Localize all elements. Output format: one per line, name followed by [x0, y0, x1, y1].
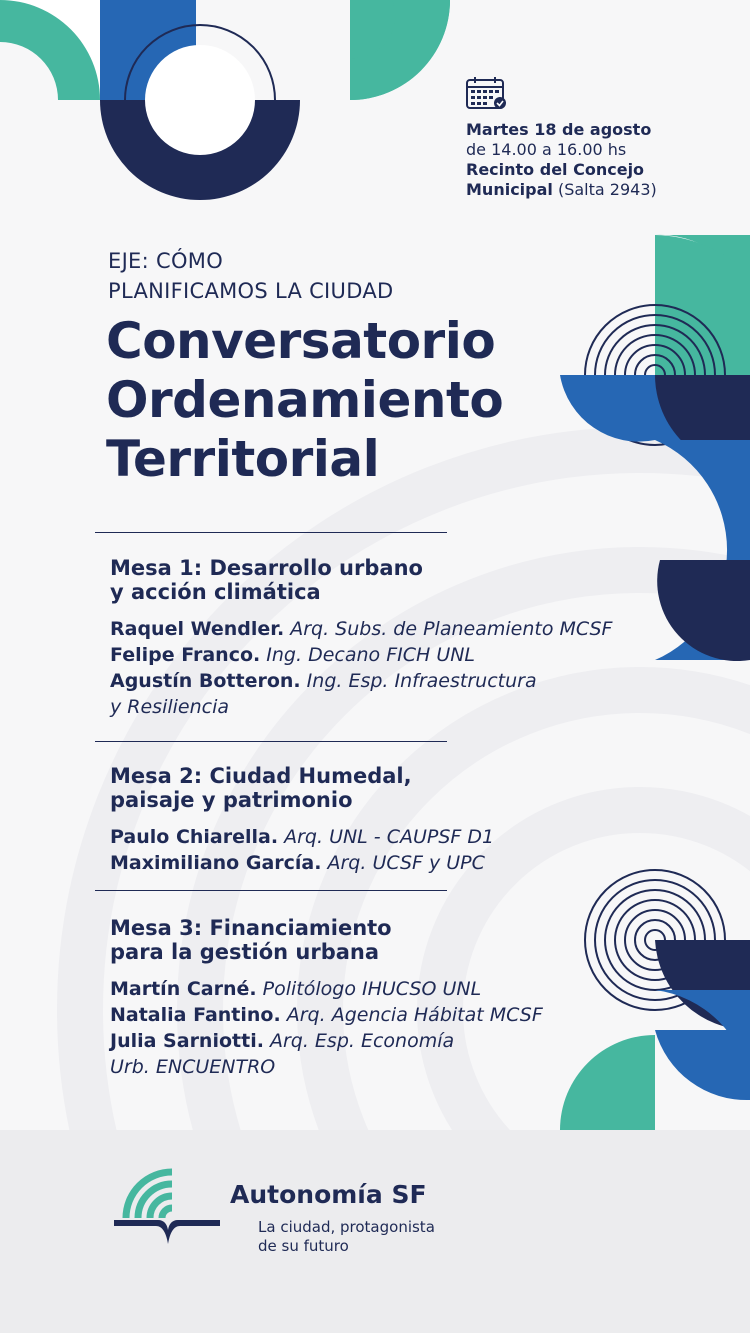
mesa-title-line1: Mesa 3: Financiamiento [110, 916, 392, 940]
speaker-role: Urb. ENCUENTRO [110, 1056, 276, 1078]
speaker [110, 616, 630, 642]
speaker-role: Politólogo IHUCSO UNL [256, 978, 482, 1000]
speaker [110, 1002, 630, 1028]
divider [95, 890, 447, 891]
speaker [110, 850, 630, 876]
mesa-title-line1: Mesa 2: Ciudad Humedal, [110, 764, 412, 788]
speaker-name: Julia Sarniotti. [110, 1030, 264, 1052]
speaker [110, 694, 630, 720]
divider [95, 532, 447, 533]
mesa-1 [110, 556, 630, 720]
speaker [110, 824, 630, 850]
event-info [466, 76, 726, 200]
event-time: de 14.00 a 16.00 hs [466, 140, 627, 159]
speaker-role: Arq. Subs. de Planeamiento MCSF [284, 618, 613, 640]
logo-tagline [258, 1218, 435, 1256]
title-line2: Ordenamiento [106, 371, 504, 429]
mesa-title-line1: Mesa 1: Desarrollo urbano [110, 556, 423, 580]
title-line1: Conversatorio [106, 312, 496, 370]
speaker-role: Arq. UNL - CAUPSF D1 [278, 826, 495, 848]
speaker [110, 1054, 630, 1080]
mesa-2 [110, 764, 630, 876]
page-title [106, 312, 503, 489]
event-day: Martes 18 de agosto [466, 120, 652, 139]
speaker-role: Ing. Esp. Infraestructura [300, 670, 537, 692]
event-venue-line2 [466, 180, 726, 200]
speaker-name: Martín Carné. [110, 978, 257, 1000]
eje-line1: EJE: CÓMO [108, 249, 224, 273]
mesa-title-line2: paisaje y patrimonio [110, 788, 353, 812]
logo-name: Autonomía SF [230, 1180, 427, 1209]
logo-tagline-line1: La ciudad, protagonista [258, 1218, 435, 1236]
speaker-role: Arq. Agencia Hábitat MCSF [280, 1004, 543, 1026]
speaker [110, 976, 630, 1002]
speaker-name: Natalia Fantino. [110, 1004, 281, 1026]
speaker-role: Ing. Decano FICH UNL [260, 644, 476, 666]
speaker-name: Agustín Botteron. [110, 670, 301, 692]
mesa-title [110, 764, 630, 812]
speaker-role: Arq. Esp. Economía [263, 1030, 455, 1052]
event-address: (Salta 2943) [552, 180, 657, 199]
logo-tagline-line2: de su futuro [258, 1237, 349, 1255]
speaker-name: Raquel Wendler. [110, 618, 285, 640]
mesa-title-line2: para la gestión urbana [110, 940, 380, 964]
divider [95, 741, 447, 742]
mesa-3 [110, 916, 630, 1080]
title-line3: Territorial [106, 430, 380, 488]
speaker-name: Paulo Chiarella. [110, 826, 279, 848]
speaker-name: Felipe Franco. [110, 644, 261, 666]
speaker [110, 1028, 630, 1054]
eje-line2: PLANIFICAMOS LA CIUDAD [108, 279, 394, 303]
speaker [110, 668, 630, 694]
event-venue-name: Municipal [466, 180, 553, 199]
book-arcs-logo-icon [112, 1160, 222, 1250]
event-venue: Recinto del Concejo [466, 160, 645, 179]
eje-heading [108, 246, 393, 306]
mesa-title-line2: y acción climática [110, 580, 321, 604]
mesa-title [110, 556, 630, 604]
speaker [110, 642, 630, 668]
speaker-role: Arq. UCSF y UPC [321, 852, 485, 874]
speaker-role: y Resiliencia [110, 696, 230, 718]
speaker-name: Maximiliano García. [110, 852, 322, 874]
mesa-title [110, 916, 630, 964]
calendar-icon [466, 76, 508, 110]
